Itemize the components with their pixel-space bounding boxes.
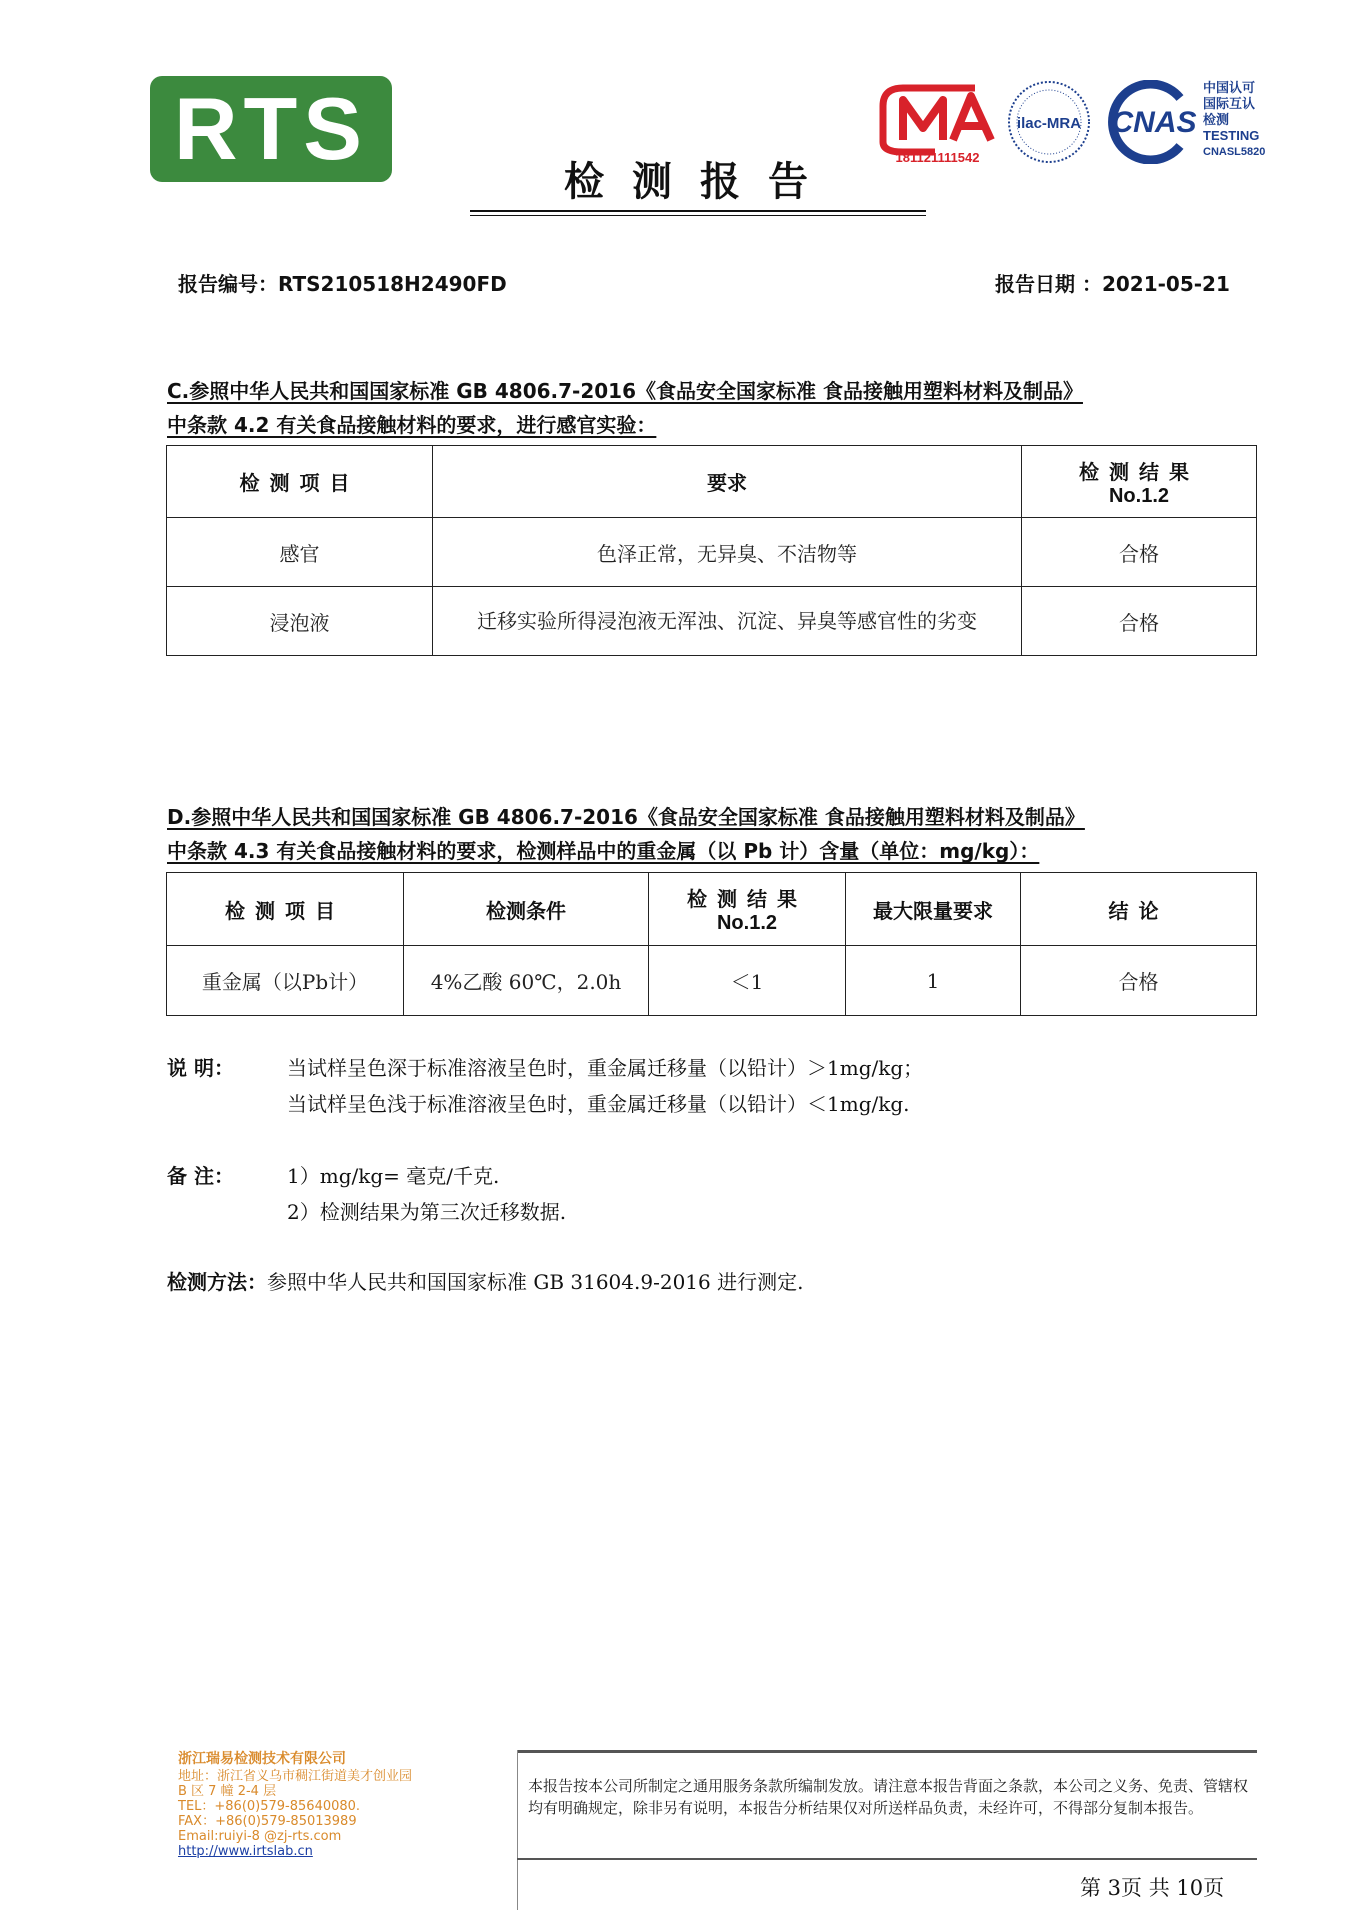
cnas-line2: 国际互认: [1203, 96, 1256, 111]
section-c-title-line1: C.参照中华人民共和国国家标准 GB 4806.7-2016《食品安全国家标准 食品接触用塑料材料及制品》: [167, 379, 1083, 403]
remark-label-block: [167, 1158, 234, 1194]
cnas-caption: [1203, 80, 1265, 160]
cnas-code: CNASL5820: [1203, 146, 1266, 158]
header-result: [1022, 446, 1257, 518]
row-result: ＜1: [649, 946, 846, 1016]
explain-line1: 当试样呈色深于标准溶液呈色时，重金属迁移量（以铅计）＞1mg/kg；: [287, 1056, 924, 1080]
footer-divider: [517, 1750, 518, 1910]
explain-text: [287, 1050, 923, 1122]
row-conclusion: 合格: [1021, 946, 1257, 1016]
method-text: 参照中华人民共和国国家标准 GB 31604.9-2016 进行测定.: [267, 1270, 804, 1294]
page-number: 第 3页 共 10页: [1080, 1876, 1225, 1900]
cnas-line1: 中国认可: [1203, 80, 1256, 95]
remark-line2: 2）检测结果为第三次迁移数据.: [287, 1200, 567, 1224]
company-address1: 地址：浙江省义乌市稠江街道美才创业园: [178, 1769, 413, 1784]
header-item: 检测项目: [167, 446, 433, 518]
row-result: 合格: [1022, 587, 1257, 656]
remark-label: 备 注：: [167, 1164, 234, 1188]
company-website-link[interactable]: http://www.irtslab.cn: [178, 1844, 313, 1859]
row-limit: 1: [846, 946, 1021, 1016]
footer-rule: [517, 1750, 1257, 1753]
footer-company-info: [178, 1752, 412, 1859]
header-result-sub: No.1.2: [1108, 484, 1170, 507]
company-name: 浙江瑞易检测技术有限公司: [178, 1751, 346, 1767]
explain-label: 说 明：: [167, 1056, 234, 1080]
section-d-title-line2: 中条款 4.3 有关食品接触材料的要求，检测样品中的重金属（以 Pb 计）含量（单位：mg/kg）：: [167, 839, 1040, 863]
cnas-line3: 检测: [1203, 112, 1230, 127]
table-header-row: [167, 873, 1257, 946]
explain-line2: 当试样呈色浅于标准溶液呈色时，重金属迁移量（以铅计）＜1mg/kg.: [287, 1092, 910, 1116]
header-result-sub: No.1.2: [716, 912, 778, 934]
table-header-row: [167, 446, 1257, 518]
ilac-mra-logo-icon: [1005, 78, 1093, 166]
header-result: [649, 873, 846, 946]
method-label: 检测方法：: [167, 1270, 267, 1294]
method-block: [167, 1264, 803, 1300]
remark-line1: 1）mg/kg= 毫克/千克.: [287, 1164, 500, 1188]
row-item: 浸泡液: [167, 587, 433, 656]
cma-number: 181121111542: [895, 150, 980, 165]
row-item: 感官: [167, 518, 433, 587]
company-address2: B 区 7 幢 2-4 层: [178, 1784, 277, 1799]
section-c-title: [167, 374, 1267, 442]
row-condition: 4%乙酸 60℃，2.0h: [404, 946, 649, 1016]
table-row: [167, 946, 1257, 1016]
section-c-title-line2: 中条款 4.2 有关食品接触材料的要求，进行感官实验：: [167, 413, 657, 437]
table-row: [167, 518, 1257, 587]
section-d-title-line1: D.参照中华人民共和国国家标准 GB 4806.7-2016《食品安全国家标准 食品接触用塑料材料及制品》: [167, 805, 1085, 829]
rts-logo: [150, 76, 392, 182]
footer-disclaimer: 本报告按本公司所制定之通用服务条款所编制发放。请注意本报告背面之条款，本公司之义务、免责、管辖权均有明确规定，除非另有说明，本报告分析结果仅对所送样品负责，未经许可，不得部分复制本报告。: [528, 1777, 1249, 1817]
section-d-table: [166, 872, 1257, 1016]
header-limit: 最大限量要求: [846, 873, 1021, 946]
cnas-line4: TESTING: [1203, 128, 1260, 143]
row-requirement: 色泽正常，无异臭、不洁物等: [433, 518, 1022, 587]
header-item: 检测项目: [167, 873, 404, 946]
logo-text: RTS: [174, 79, 368, 178]
header-conclusion: 结论: [1021, 873, 1257, 946]
company-email: Email:ruiyi-8 @zj-rts.com: [178, 1829, 342, 1844]
cnas-text: CNAS: [1111, 106, 1197, 139]
report-title: 检测报告: [564, 159, 836, 205]
explain-label-block: [167, 1050, 234, 1086]
table-row: [167, 587, 1257, 656]
ilac-text: ilac-MRA: [1016, 115, 1082, 132]
row-result: 合格: [1022, 518, 1257, 587]
row-item: 重金属（以Pb计）: [167, 946, 404, 1016]
report-number: 报告编号：RTS210518H2490FD: [178, 272, 507, 296]
section-d-title: [167, 800, 1267, 868]
header-result-label: 检测结果: [687, 887, 807, 911]
footer-rule-bottom: [517, 1858, 1257, 1860]
company-tel: TEL：+86(0)579-85640080.: [178, 1799, 361, 1814]
title-underline: [470, 210, 926, 212]
title-underline-thin: [470, 215, 926, 216]
header-requirement: 要求: [433, 446, 1022, 518]
remark-text: [287, 1158, 566, 1230]
header-result-label: 检测结果: [1079, 459, 1199, 484]
header-condition: 检测条件: [404, 873, 649, 946]
report-date: 报告日期 ：2021-05-21: [995, 272, 1230, 296]
section-c-table: [166, 445, 1257, 656]
cma-text: CMA: [875, 78, 878, 79]
row-requirement: 迁移实验所得浸泡液无浑浊、沉淀、异臭等感官性的劣变: [433, 587, 1022, 656]
company-fax: FAX：+86(0)579-85013989: [178, 1814, 357, 1829]
cnas-logo-icon: [1108, 80, 1198, 164]
